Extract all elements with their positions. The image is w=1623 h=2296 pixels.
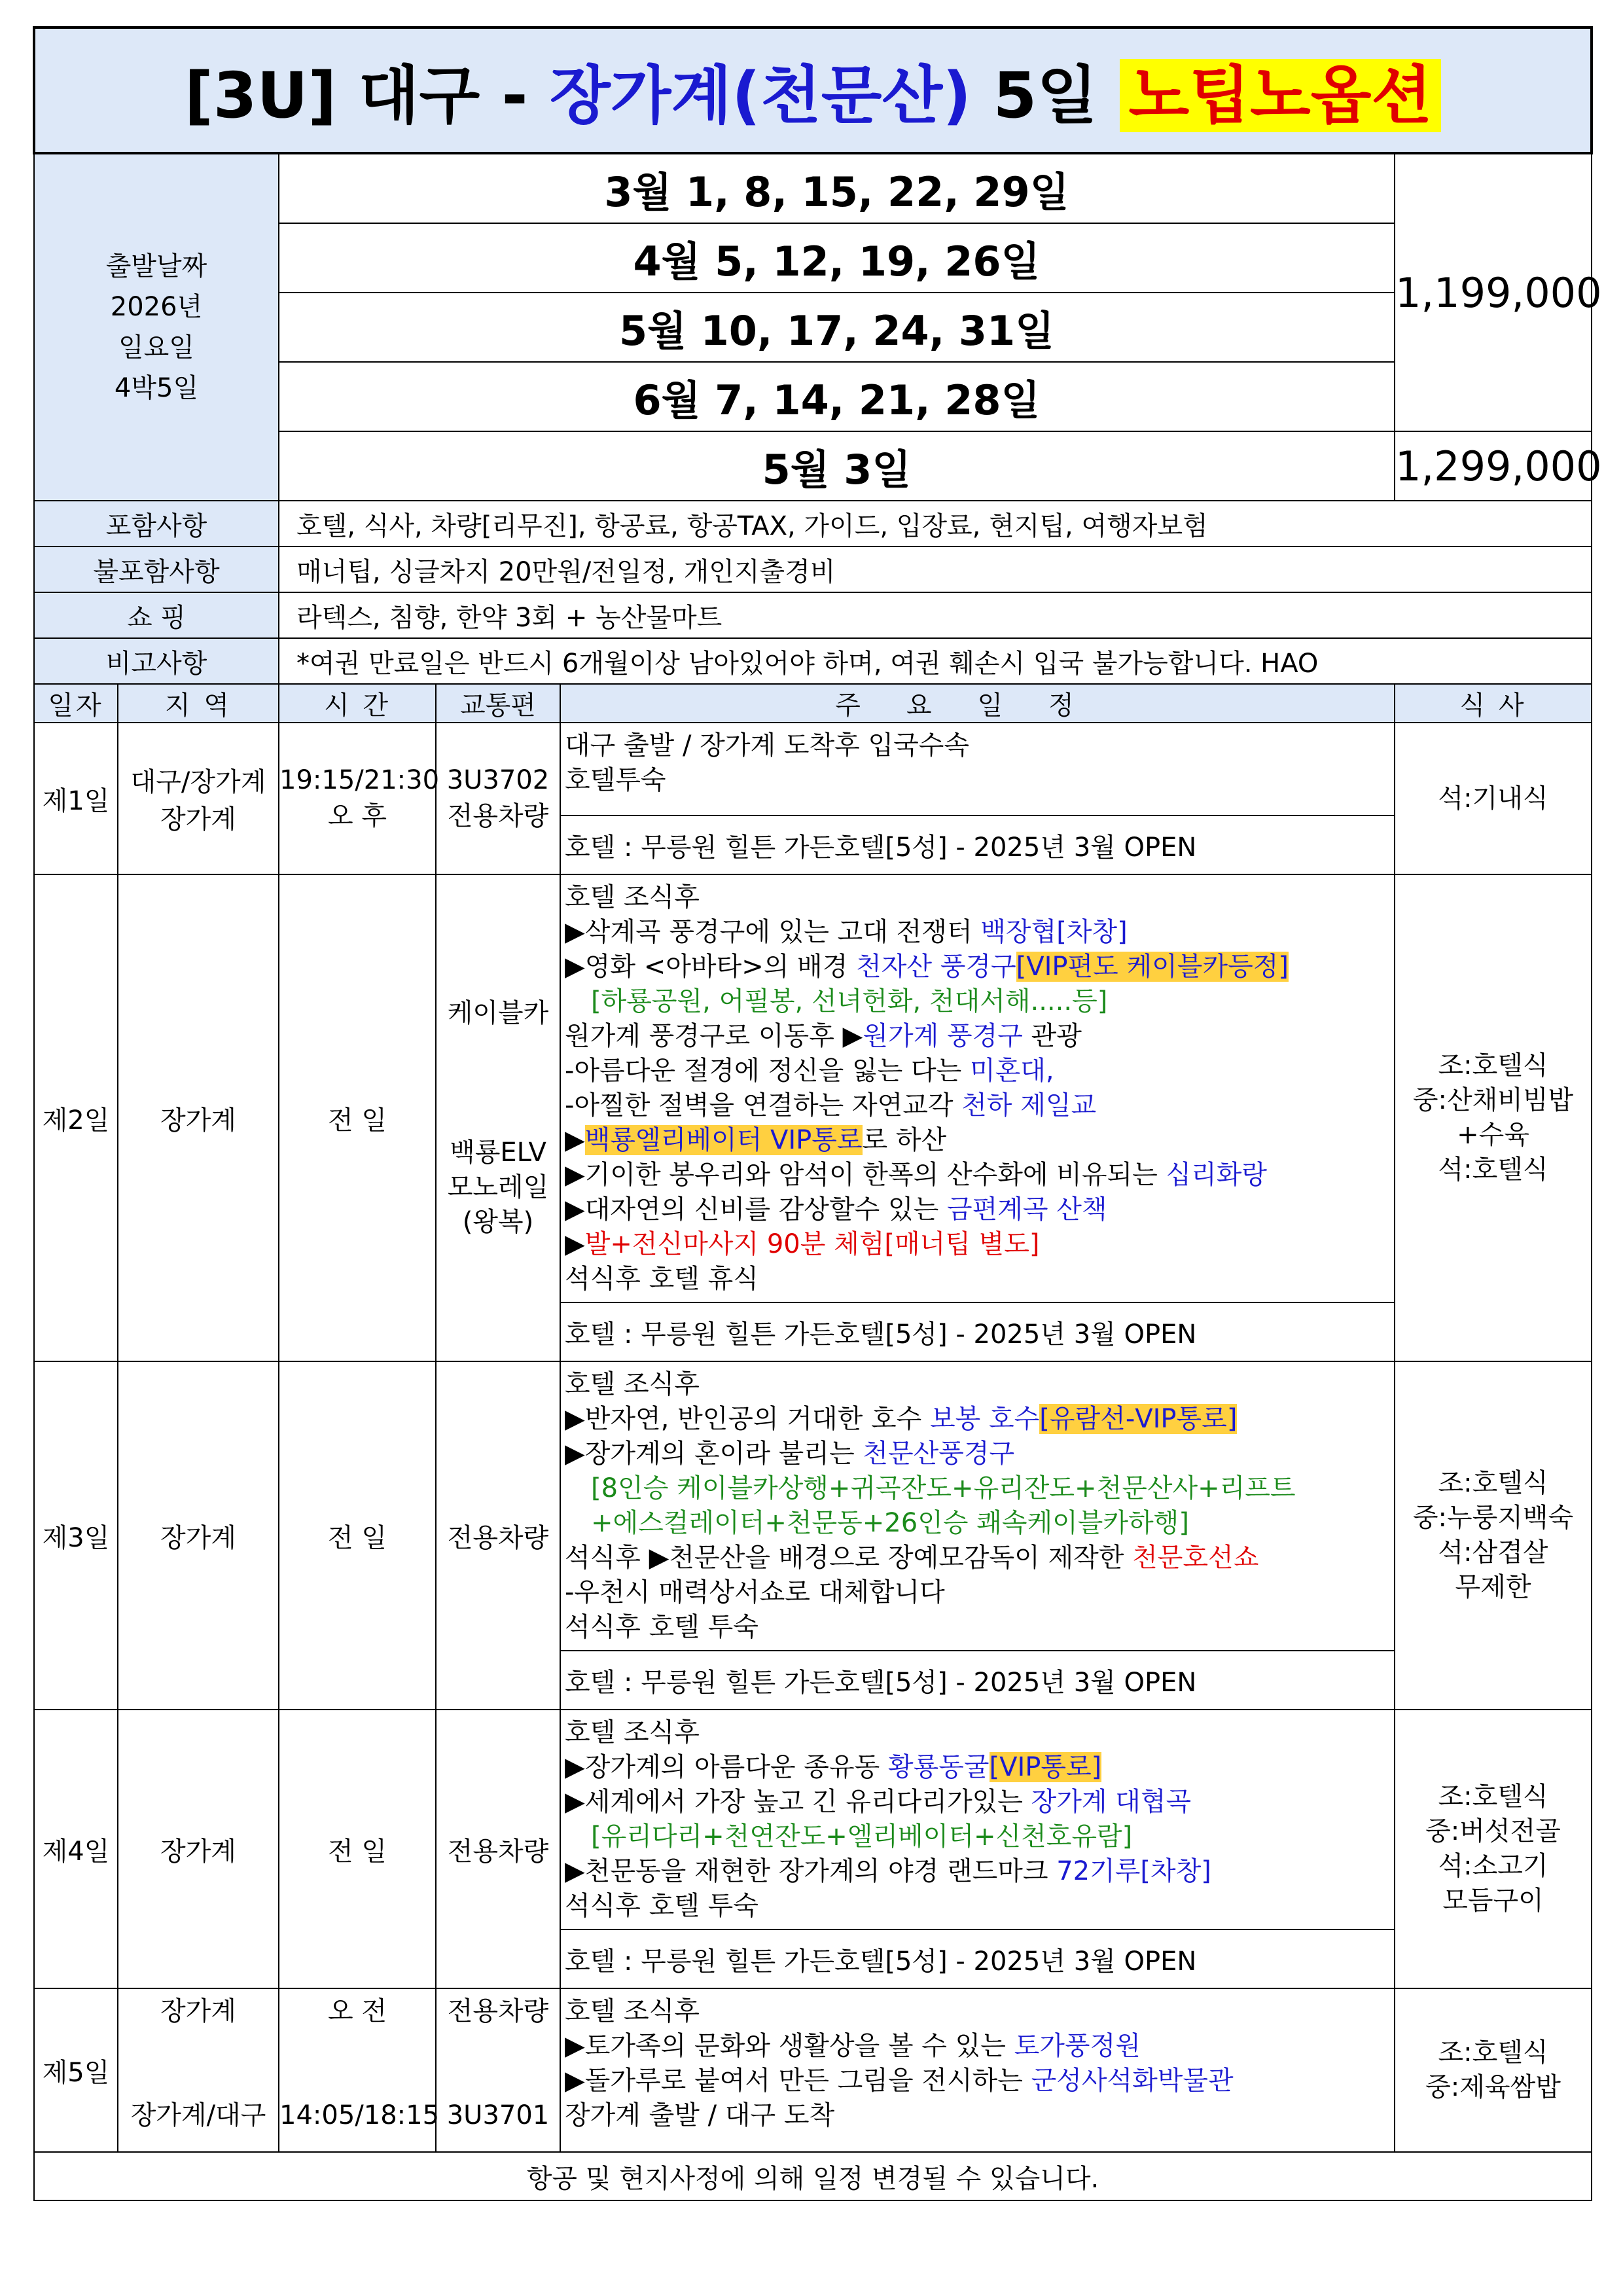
title-days: 5일 <box>971 58 1120 132</box>
meal-line: 중:산채비빔밥 <box>1412 1085 1574 1115</box>
attraction: 천문산풍경구 <box>863 1439 1015 1469</box>
day-transport <box>436 723 560 874</box>
schedule-line <box>565 1158 1394 1193</box>
meal-line: 중:버섯전골 <box>1425 1816 1561 1846</box>
hotel-line: 호텔 : 무릉원 힐튼 가든호텔[5성] - 2025년 3월 OPEN <box>560 816 1395 874</box>
header-day: 일자 <box>34 684 118 723</box>
attraction: 원가계 풍경구 <box>863 1021 1023 1051</box>
day-region <box>118 1988 279 2152</box>
schedule-text: ▶세계에서 가장 높고 긴 유리다리가있는 <box>565 1787 1031 1817</box>
meal-line: 조:호텔식 <box>1438 2037 1548 2068</box>
attraction: 금편계곡 산책 <box>946 1194 1107 1225</box>
title-prefix: [3U] 대구 - <box>184 58 550 132</box>
hotel-line: 호텔 : 무릉원 힐튼 가든호텔[5성] - 2025년 3월 OPEN <box>560 1929 1395 1988</box>
schedule-line: 호텔 조식후 <box>565 882 700 912</box>
highlight: [VIP통로] <box>989 1752 1102 1782</box>
schedule-line <box>565 950 1394 984</box>
schedule-text: 관광 <box>1022 1021 1082 1051</box>
day-region: 장가계 <box>118 1361 279 1710</box>
schedule-line <box>565 1854 1394 1889</box>
departure-date: 3월 1, 8, 15, 22, 29일 <box>279 153 1395 223</box>
region-line: 장가계 <box>160 1996 236 2026</box>
day-time: 전 일 <box>279 874 436 1361</box>
price: 1,299,000 <box>1395 431 1592 501</box>
schedule-text: 석식후 ▶천문산을 배경으로 장예모감독이 제작한 <box>565 1543 1133 1573</box>
schedule-line: [하룡공원, 어필봉, 선녀헌화, 천대서해.....등] <box>591 986 1108 1016</box>
departure-date: 5월 3일 <box>279 431 1395 501</box>
transport-line: 3U3701 <box>446 2100 550 2130</box>
attraction: 72기루[차창] <box>1056 1856 1211 1886</box>
schedule-text: ▶장가계의 혼이라 불리는 <box>565 1439 863 1469</box>
time-line: 14:05/18:15 <box>279 2100 440 2130</box>
meal-line: 무제한 <box>1455 1572 1531 1602</box>
highlight: [VIP편도 케이블카등정] <box>1016 952 1289 982</box>
meal-line: 조:호텔식 <box>1438 1050 1548 1081</box>
schedule-text: ▶ <box>565 1229 585 1259</box>
attraction: 백장협[차창] <box>980 917 1128 947</box>
departure-label-line: 4박5일 <box>114 373 199 403</box>
schedule-line <box>565 1541 1394 1575</box>
meal-line: 석:호텔식 <box>1438 1155 1548 1185</box>
transport-line: 모노레일 <box>447 1172 549 1202</box>
attraction: 보봉 호수 <box>930 1404 1040 1434</box>
hotel-line: 호텔 : 무릉원 힐튼 가든호텔[5성] - 2025년 3월 OPEN <box>560 1651 1395 1710</box>
schedule-line <box>565 1437 1394 1471</box>
attraction: 천하 제일교 <box>961 1090 1097 1121</box>
meal-line: 석:소고기 <box>1438 1851 1548 1881</box>
excluded-value: 매너팁, 싱글차지 20만원/전일정, 개인지출경비 <box>279 547 1592 592</box>
schedule-text: ▶토가족의 문화와 생활상을 볼 수 있는 <box>565 2031 1014 2061</box>
itinerary-document <box>33 26 1602 2201</box>
day-meal <box>1395 874 1592 1361</box>
schedule-text: 로 하산 <box>862 1125 947 1155</box>
excluded-label: 불포함사항 <box>34 547 279 592</box>
meal-line: 조:호텔식 <box>1438 1468 1548 1498</box>
attraction: 황룡동굴 <box>887 1752 990 1782</box>
transport-line: 백룡ELV <box>450 1138 546 1168</box>
included-label: 포함사항 <box>34 501 279 547</box>
schedule-line <box>565 1019 1394 1054</box>
region-line: 장가계 <box>160 804 236 834</box>
schedule-text: -아름다운 절경에 정신을 잃는 다는 <box>565 1056 970 1086</box>
day-label: 제3일 <box>34 1361 118 1710</box>
attraction: 십리화랑 <box>1166 1160 1268 1190</box>
header-transport: 교통편 <box>436 684 560 723</box>
schedule-text: ▶반자연, 반인공의 거대한 호수 <box>565 1404 931 1434</box>
departure-label-line: 2026년 <box>110 292 203 322</box>
region-line: 대구/장가계 <box>130 767 266 797</box>
schedule-line <box>565 2064 1394 2098</box>
schedule-text: ▶삭계곡 풍경구에 있는 고대 전쟁터 <box>565 917 981 947</box>
transport-line: 전용차량 <box>447 1996 549 2026</box>
transport-line: 전용차량 <box>447 800 549 831</box>
shopping-value: 라텍스, 침향, 한약 3회 + 농산물마트 <box>279 592 1592 638</box>
time-line: 오 전 <box>328 1996 387 2026</box>
schedule-line: 호텔 조식후 <box>565 1996 700 2026</box>
schedule-text: ▶기이한 봉우리와 암석이 한폭의 산수화에 비유되는 <box>565 1160 1166 1190</box>
schedule-line <box>565 1750 1394 1785</box>
title-destination: 장가계(천문산) <box>549 58 972 132</box>
header-time: 시 간 <box>279 684 436 723</box>
day-time: 전 일 <box>279 1361 436 1710</box>
day-schedule <box>560 1988 1395 2152</box>
meal-line: 모듬구이 <box>1442 1886 1544 1916</box>
departure-label-line: 출발날짜 <box>105 251 207 281</box>
schedule-line: +에스컬레이터+천문동+26인승 쾌속케이블카하행] <box>591 1508 1189 1538</box>
day-time <box>279 1988 440 2152</box>
schedule-line <box>565 1402 1394 1437</box>
schedule-text: ▶ <box>565 1125 585 1155</box>
day-transport: 전용차량 <box>436 1361 560 1710</box>
day-schedule <box>560 1361 1395 1651</box>
departure-date: 6월 7, 14, 21, 28일 <box>279 362 1395 431</box>
departure-date: 5월 10, 17, 24, 31일 <box>279 293 1395 362</box>
header-schedule: 주요일정 <box>560 684 1395 723</box>
schedule-line: 대구 출발 / 장가계 도착후 입국수속 <box>565 730 970 761</box>
schedule-line <box>565 1123 1394 1158</box>
region-line: 장가계/대구 <box>130 2100 266 2130</box>
day-transport <box>436 874 560 1361</box>
schedule-line: -우천시 매력상서쇼로 대체합니다 <box>565 1577 945 1607</box>
schedule-text: 원가계 풍경구로 이동후 ▶ <box>565 1021 863 1051</box>
day-schedule <box>560 1710 1395 1929</box>
transport-line: (왕복) <box>462 1207 534 1237</box>
schedule-line: 석식후 호텔 투숙 <box>565 1612 758 1642</box>
price: 1,199,000 <box>1395 153 1592 431</box>
schedule-text: ▶돌가루로 붙여서 만든 그림을 전시하는 <box>565 2066 1031 2096</box>
attraction: 발+전신마사지 90분 체험[매너팁 별도] <box>584 1229 1040 1259</box>
day-region: 장가계 <box>118 1710 279 1988</box>
day-label: 제1일 <box>34 723 118 874</box>
meal-line: 조:호텔식 <box>1438 1782 1548 1812</box>
transport-line: 케이블카 <box>447 998 549 1028</box>
time-line: 오 후 <box>328 800 387 831</box>
day-meal <box>1395 1361 1592 1710</box>
shopping-label: 쇼 핑 <box>34 592 279 638</box>
meal-line: 중:누룽지백숙 <box>1412 1503 1574 1533</box>
schedule-line: 석식후 호텔 휴식 <box>565 1264 758 1294</box>
departure-label-line: 일요일 <box>118 332 194 363</box>
schedule-text: -아찔한 절벽을 연결하는 자연교각 <box>565 1090 962 1121</box>
page-title <box>34 27 1592 153</box>
day-label: 제5일 <box>34 1988 118 2152</box>
header-region: 지 역 <box>118 684 279 723</box>
schedule-line <box>565 1054 1394 1088</box>
remarks-value: *여권 만료일은 반드시 6개월이상 남아있어야 하며, 여권 훼손시 입국 불가능합니다. HAO <box>279 638 1592 684</box>
meal-line: 석:삼겹살 <box>1438 1537 1548 1568</box>
day-meal <box>1395 1988 1592 2152</box>
day-meal: 석:기내식 <box>1395 723 1592 874</box>
schedule-text: ▶영화 <아바타>의 배경 <box>565 952 857 982</box>
schedule-line <box>565 1227 1394 1262</box>
attraction: 군성사석화박물관 <box>1031 2066 1234 2096</box>
attraction: 천자산 풍경구 <box>856 952 1016 982</box>
highlight: 백룡엘리베이터 VIP통로 <box>584 1125 863 1155</box>
day-region <box>118 723 279 874</box>
day-meal <box>1395 1710 1592 1988</box>
day-label: 제2일 <box>34 874 118 1361</box>
day-schedule <box>560 874 1395 1302</box>
day-schedule <box>560 723 1395 816</box>
schedule-line: 장가계 출발 / 대구 도착 <box>565 2100 835 2130</box>
attraction: 미혼대, <box>969 1056 1054 1086</box>
attraction: 토가풍정원 <box>1014 2031 1141 2061</box>
day-region: 장가계 <box>118 874 279 1361</box>
itinerary-table <box>33 26 1602 2201</box>
schedule-line <box>565 1088 1394 1123</box>
remarks-label: 비고사항 <box>34 638 279 684</box>
footer-note: 항공 및 현지사정에 의해 일정 변경될 수 있습니다. <box>34 2152 1592 2200</box>
schedule-line: [8인승 케이블카상행+귀곡잔도+유리잔도+천문산사+리프트 <box>591 1473 1296 1503</box>
schedule-line <box>565 1785 1394 1820</box>
attraction: 천문호선쇼 <box>1132 1543 1259 1573</box>
day-time: 전 일 <box>279 1710 436 1988</box>
included-value: 호텔, 식사, 차량[리무진], 항공료, 항공TAX, 가이드, 입장료, 현지팁, 여행자보험 <box>279 501 1592 547</box>
day-transport <box>436 1988 560 2152</box>
schedule-line: 호텔투숙 <box>565 765 666 795</box>
day-transport: 전용차량 <box>436 1710 560 1988</box>
schedule-text: ▶천문동을 재현한 장가계의 야경 랜드마크 <box>565 1856 1057 1886</box>
header-meal: 식 사 <box>1395 684 1592 723</box>
time-line: 19:15/21:30 <box>279 764 440 795</box>
schedule-text: ▶장가계의 아름다운 종유동 <box>565 1752 888 1782</box>
schedule-line: 석식후 호텔 투숙 <box>565 1891 758 1921</box>
meal-line: 중:제육쌈밥 <box>1425 2072 1561 2102</box>
meal-line: +수육 <box>1457 1120 1529 1150</box>
hotel-line: 호텔 : 무릉원 힐튼 가든호텔[5성] - 2025년 3월 OPEN <box>560 1302 1395 1361</box>
schedule-line: 호텔 조식후 <box>565 1717 700 1748</box>
day-label: 제4일 <box>34 1710 118 1988</box>
departure-date: 4월 5, 12, 19, 26일 <box>279 223 1395 293</box>
departure-label <box>34 153 279 501</box>
schedule-line: [유리다리+천연잔도+엘리베이터+신천호유람] <box>591 1821 1133 1852</box>
title-badge: 노팁노옵션 <box>1120 59 1442 132</box>
schedule-line <box>565 2029 1394 2064</box>
transport-line: 3U3702 <box>446 764 550 795</box>
attraction: 장가계 대협곡 <box>1031 1787 1192 1817</box>
schedule-line: 호텔 조식후 <box>565 1369 700 1399</box>
schedule-text: ▶대자연의 신비를 감상할수 있는 <box>565 1194 947 1225</box>
highlight: [유람선-VIP통로] <box>1039 1404 1238 1434</box>
schedule-line <box>565 1193 1394 1227</box>
day-time <box>279 723 440 874</box>
schedule-line <box>565 915 1394 950</box>
